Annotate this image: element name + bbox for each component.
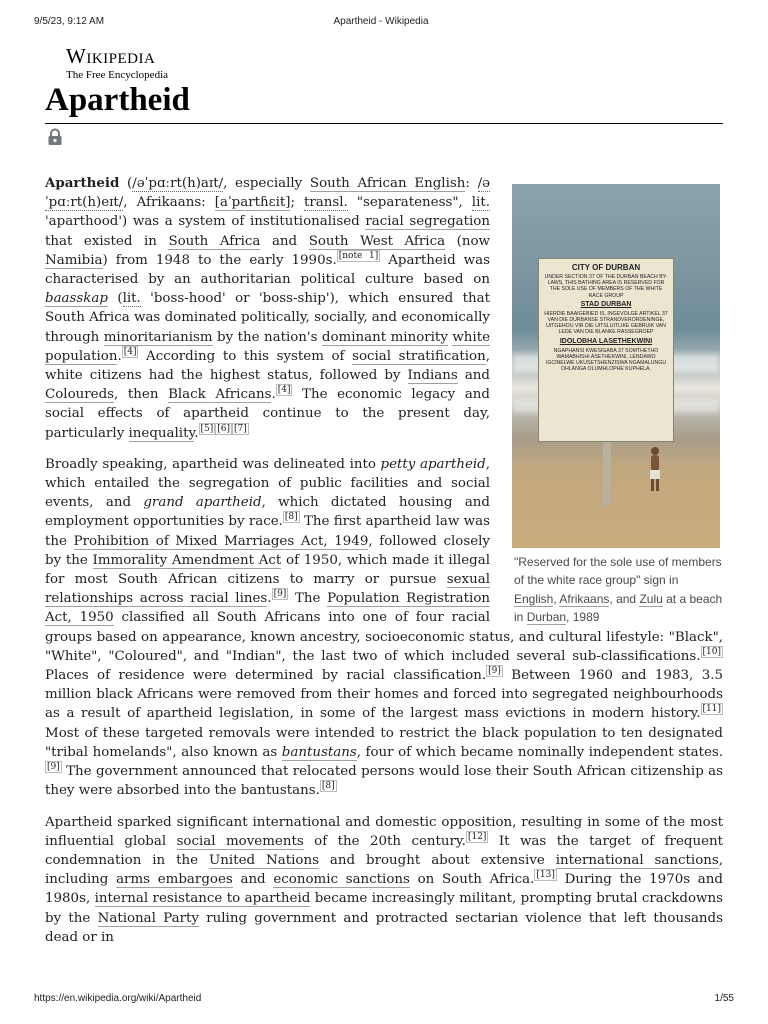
wikipedia-logo[interactable] <box>66 46 168 81</box>
link-coloureds[interactable]: Coloureds <box>45 387 115 403</box>
link-south-west-africa[interactable]: South West Africa <box>308 233 446 249</box>
wordmark-tagline: The Free Encyclopedia <box>66 69 169 81</box>
ipa-pronunciation-alt[interactable]: /əˈpɑːrt(h)eɪt/ <box>45 176 490 211</box>
link-namibia[interactable]: Namibia <box>45 252 103 268</box>
print-url: https://en.wikipedia.org/wiki/Apartheid <box>34 993 202 1004</box>
print-datetime: 9/5/23, 9:12 AM <box>34 16 105 27</box>
abbr-literally[interactable]: lit. <box>122 291 141 307</box>
segregation-sign-image: CITY OF DURBAN UNDER SECTION 37 OF THE DURBAN BEACH BY-LAWS, THIS BATHING AREA IS RESERVED FOR THE SOLE USE OF MEMBERS OF THE WHITE RACE GROUP STAD DURBAN HIERDIE BAAIGEBIED IS, INGEVOLGE ARTIKEL 37 VAN DIE DURBANSE STRANDVERORDENINGE, UITGEHOU VIR DIE UITSLUITLIKE GEBRUIK VAN LEDE VAN DIE BLANKE RASSEGROEP IDOLOBHA LASETHEKWINI NGAPHANSI KWESIGABA 37 SOMTHETHO WAMABHISHI ASETHEKWINI, LENDAWO IGCINELWE UKUSETSHENZISWA NGAMALUNGU OHLANGA OLUMHLOPHE KUPHELA. <box>538 258 674 442</box>
citation-13[interactable]: [13] <box>536 870 555 881</box>
citation-9[interactable]: [9] <box>47 762 60 773</box>
link-social-movements[interactable]: social movements <box>176 833 304 849</box>
citation-10[interactable]: [10] <box>702 646 721 657</box>
citation-5[interactable]: [5] <box>200 423 214 434</box>
child-figure <box>645 446 663 492</box>
link-south-africa[interactable]: South Africa <box>168 233 261 249</box>
link-inequality[interactable]: inequality <box>128 425 195 441</box>
paragraph-petty-grand: Broadly speaking, apartheid was delineated into petty apartheid, which entailed the segregation of public facilities and social events, and grand apartheid, which dictated housing and employment opportunities by race. [8] The first apartheid law was the Prohibition of Mixed Marriages Act, 1949, followed closely by the Immorality Amendment Act of 1950, which made it illegal for most South African citizens to marry or pursue sexual relationships across racial lines. [9] The Population Registration Act, 1950 classified all South Africans into one of four racial groups based on appearance, known ancestry, socioeconomic status, and cultural lifestyle: "Black", "White", "Coloured", and "Indian", the last two of which included several sub-classifications. [10] Places of residence were determined by racial classification. [9] Between 1960 and 1983, 3.5 million black Africans were removed from their homes and forced into segregated neighbourhoods as a result of apartheid legislation, in some of the largest mass evictions in modern history. [11] Most of these targeted removals were intended to restrict the black population to ten designated "tribal homelands", also known as bantustans, four of which became nominally independent states.[9] The government announced that relocated persons would lose their South African citizenship as they were absorbed into the bantustans. [8] <box>45 456 724 799</box>
link-afrikaans[interactable]: Afrikaans <box>559 591 610 606</box>
article-body <box>45 174 723 959</box>
link-arms-embargoes[interactable]: arms embargoes <box>116 872 233 888</box>
citation-4[interactable]: [4] <box>123 346 137 357</box>
ipa-pronunciation[interactable]: /əˈpɑːrt(h)aɪt/ <box>132 176 224 191</box>
citation-6[interactable]: [6] <box>217 423 231 434</box>
beach-sign-photo[interactable] <box>512 184 720 548</box>
citation-9[interactable]: [9] <box>273 589 287 600</box>
link-economic-sanctions[interactable]: economic sanctions <box>273 872 410 888</box>
print-page-number: 1/55 <box>714 993 734 1004</box>
link-internal-resistance[interactable]: internal resistance to apartheid <box>94 891 311 907</box>
citation-8[interactable]: [8] <box>284 512 298 523</box>
print-footer <box>34 993 734 1004</box>
citation-12[interactable]: [12] <box>467 831 487 842</box>
lock-icon[interactable] <box>47 128 63 146</box>
link-zulu[interactable]: Zulu <box>639 591 663 606</box>
citation-9[interactable]: [9] <box>488 666 501 677</box>
link-international-sanctions[interactable]: international sanctions <box>555 852 719 868</box>
link-national-party[interactable]: National Party <box>97 910 199 926</box>
link-social-stratification[interactable]: social stratification <box>352 348 486 364</box>
print-doc-title: Apartheid - Wikipedia <box>333 16 429 27</box>
link-immorality-amendment-act[interactable]: Immorality Amendment Act <box>92 552 282 568</box>
link-bantustans[interactable]: bantustans <box>281 744 357 760</box>
footnote-note-1[interactable]: [note 1] <box>338 250 379 261</box>
page-title: Apartheid <box>45 82 190 118</box>
link-white-population[interactable]: white population <box>45 329 491 364</box>
paragraph-intro: Apartheid (/əˈpɑːrt(h)aɪt/, especially South African English: /əˈpɑːrt(h)eɪt/, Afrikaans: [aˈpartɦɛit]; transl. "separateness", lit. 'aparthood') was a system of institutionalised racial segregation that existed in South Africa and South West Africa (now Namibia) from 1948 to the early 1990s. [note 1] Apartheid was characterised by an authoritarian political culture based on baasskap (lit. 'boss-hood' or 'boss-ship'), which ensured that South Africa was dominated politically, socially, and economically through minoritarianism by the nation's dominant minority white population. [4] According to this system of social stratification, white citizens had the highest status, followed by Indians and Coloureds, then Black Africans. [4] The economic legacy and social effects of apartheid continue to the present day, particularly inequality. [5] [6] [7] <box>45 175 491 441</box>
citation-4[interactable]: [4] <box>277 385 291 396</box>
link-interracial-relationships[interactable]: sexual relationships across racial lines <box>45 572 490 607</box>
link-racial-segregation[interactable]: racial segregation <box>365 214 490 230</box>
ipa-afrikaans[interactable]: [aˈpartɦɛit] <box>214 195 291 211</box>
link-prohibition-mixed-marriages-act[interactable]: Prohibition of Mixed Marriages Act, 1949 <box>73 533 369 549</box>
abbr-translation[interactable]: transl. <box>304 195 348 211</box>
link-dominant-minority[interactable]: dominant minority <box>321 329 448 345</box>
link-population-registration-act[interactable]: Population Registration Act, 1950 <box>45 591 491 626</box>
title-divider <box>45 123 723 124</box>
wordmark-name: Wikipedia <box>66 44 156 68</box>
link-durban[interactable]: Durban <box>526 609 567 624</box>
thumbnail-figure <box>512 184 724 626</box>
print-header <box>34 16 728 27</box>
paragraph-opposition: Apartheid sparked significant international and domestic opposition, resulting in some of the most influential global social movements of the 20th century. [12] It was the target of frequent condemnation in the United Nations and brought about extensive international sanctions, including arms embargoes and economic sanctions on South Africa. [13] During the 1970s and 1980s, internal resistance to apartheid became increasingly militant, prompting brutal crackdowns by the National Party ruling government and protracted sectarian violence that left thousands dead or in <box>45 814 724 945</box>
citation-8[interactable]: [8] <box>321 781 335 792</box>
citation-7[interactable]: [7] <box>234 423 247 434</box>
abbr-literally[interactable]: lit. <box>471 195 490 211</box>
link-black-africans[interactable]: Black Africans <box>168 387 272 403</box>
link-united-nations[interactable]: United Nations <box>209 852 319 868</box>
figure-caption: "Reserved for the sole use of members of the white race group" sign in English, Afrikaans, and Zulu at a beach in Durban, 1989 <box>514 555 723 624</box>
citation-11[interactable]: [11] <box>702 704 721 715</box>
link-baasskap[interactable]: baasskap <box>45 291 108 307</box>
link-minoritarianism[interactable]: minoritarianism <box>103 329 213 345</box>
link-indians[interactable]: Indians <box>407 368 458 384</box>
link-south-african-english[interactable]: South African English <box>309 176 466 191</box>
link-english[interactable]: English <box>514 591 554 606</box>
